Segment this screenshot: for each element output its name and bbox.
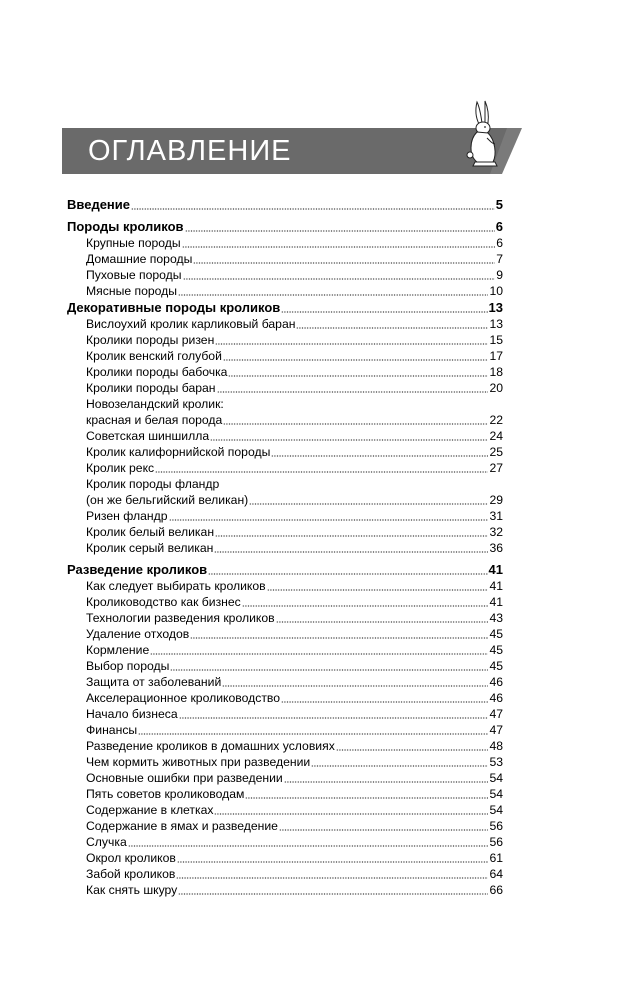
toc-entry-label: Советская шиншилла bbox=[86, 429, 210, 443]
toc-entry[interactable] bbox=[67, 540, 503, 556]
toc-entry-label: Основные ошибки при разведении bbox=[86, 771, 283, 785]
toc-entry-label: Удаление отходов bbox=[86, 627, 190, 641]
toc-entry-label: Кролик калифорнийской породы bbox=[86, 445, 271, 459]
toc-entry[interactable] bbox=[67, 882, 503, 898]
toc-section-entry[interactable] bbox=[67, 196, 503, 213]
dot-leader bbox=[223, 423, 488, 425]
dot-leader bbox=[214, 551, 488, 553]
toc-page-number: 54 bbox=[489, 803, 503, 817]
toc-page-number: 41 bbox=[488, 562, 503, 577]
toc-entry[interactable] bbox=[67, 578, 503, 594]
toc-entry[interactable] bbox=[67, 428, 503, 444]
toc-entry-label: Ризен фландр bbox=[86, 509, 168, 523]
dot-leader bbox=[214, 813, 488, 815]
toc-entry[interactable] bbox=[67, 332, 503, 348]
toc-entry[interactable] bbox=[67, 658, 503, 674]
page-title: ОГЛАВЛЕНИЕ bbox=[88, 135, 292, 167]
dot-leader bbox=[138, 733, 488, 735]
dot-leader bbox=[183, 278, 496, 280]
toc-entry[interactable] bbox=[67, 594, 503, 610]
toc-page-number: 27 bbox=[489, 461, 503, 475]
dot-leader bbox=[276, 621, 489, 623]
toc-entry[interactable] bbox=[67, 738, 503, 754]
toc-entry-label: Финансы bbox=[86, 723, 138, 737]
toc-page-number: 47 bbox=[489, 707, 503, 721]
toc-entry[interactable] bbox=[67, 754, 503, 770]
toc-entry-label: (он же бельгийский великан) bbox=[86, 493, 249, 507]
toc-entry[interactable] bbox=[67, 412, 503, 428]
toc-page-number: 25 bbox=[489, 445, 503, 459]
dot-leader bbox=[284, 781, 489, 783]
toc-entry-label: Технологии разведения кроликов bbox=[86, 611, 275, 625]
toc-entry-label: Разведение кроликов в домашних условиях bbox=[86, 739, 335, 753]
toc-entry[interactable] bbox=[67, 626, 503, 642]
dot-leader bbox=[215, 535, 488, 537]
dot-leader bbox=[336, 749, 489, 751]
dot-leader bbox=[193, 262, 495, 264]
toc-page-number: 32 bbox=[489, 525, 503, 539]
dot-leader bbox=[178, 294, 488, 296]
toc-entry-label: красная и белая порода bbox=[86, 413, 223, 427]
toc-entry-label: Кролик венский голубой bbox=[86, 349, 222, 363]
dot-leader bbox=[185, 230, 495, 232]
toc-entry[interactable] bbox=[67, 348, 503, 364]
toc-entry-label: Разведение кроликов bbox=[67, 562, 208, 577]
toc-page-number: 9 bbox=[496, 268, 503, 282]
dot-leader bbox=[271, 455, 488, 457]
toc-entry[interactable] bbox=[67, 722, 503, 738]
dot-leader bbox=[296, 327, 488, 329]
toc-entry-label: Кролиководство как бизнес bbox=[86, 595, 241, 609]
toc-page-number: 45 bbox=[489, 659, 503, 673]
toc-entry[interactable] bbox=[67, 476, 503, 492]
toc-entry-label: Случка bbox=[86, 835, 127, 849]
toc-entry-label: Кролики породы ризен bbox=[86, 333, 215, 347]
toc-entry[interactable] bbox=[67, 610, 503, 626]
toc-entry-label: Кролики породы баран bbox=[86, 381, 216, 395]
dot-leader bbox=[267, 589, 489, 591]
dot-leader bbox=[228, 375, 488, 377]
toc-page-number: 13 bbox=[488, 300, 503, 315]
toc-entry-label: Новозеландский кролик: bbox=[86, 397, 224, 411]
toc-page-number: 24 bbox=[489, 429, 503, 443]
toc-page-number: 41 bbox=[489, 595, 503, 609]
dot-leader bbox=[281, 311, 487, 313]
dot-leader bbox=[281, 701, 488, 703]
toc-entry-label: Окрол кроликов bbox=[86, 851, 176, 865]
dot-leader bbox=[215, 343, 488, 345]
dot-leader bbox=[150, 653, 488, 655]
toc-entry[interactable] bbox=[67, 396, 503, 412]
toc-entry-label: Кролик рекс bbox=[86, 461, 155, 475]
toc-page-number: 48 bbox=[489, 739, 503, 753]
toc-section-entry[interactable] bbox=[67, 218, 503, 235]
dot-leader bbox=[155, 471, 488, 473]
toc-entry[interactable] bbox=[67, 866, 503, 882]
toc-entry-label: Крупные породы bbox=[86, 236, 181, 250]
toc-entry[interactable] bbox=[67, 834, 503, 850]
toc-section-entry[interactable] bbox=[67, 561, 503, 578]
toc-page-number: 31 bbox=[489, 509, 503, 523]
toc-entry[interactable] bbox=[67, 508, 503, 524]
toc-page-number: 6 bbox=[496, 236, 503, 250]
dot-leader bbox=[179, 717, 489, 719]
toc-entry-label: Как следует выбирать кроликов bbox=[86, 579, 266, 593]
dot-leader bbox=[128, 845, 489, 847]
toc-page-number: 47 bbox=[489, 723, 503, 737]
toc-entry[interactable] bbox=[67, 850, 503, 866]
toc-entry[interactable] bbox=[67, 444, 503, 460]
toc-entry[interactable] bbox=[67, 235, 503, 251]
toc-entry[interactable] bbox=[67, 524, 503, 540]
toc-page-number: 13 bbox=[489, 317, 503, 331]
dot-leader bbox=[169, 519, 489, 521]
toc-page-number: 41 bbox=[489, 579, 503, 593]
dot-leader bbox=[177, 861, 489, 863]
toc-entry-label: Содержание в ямах и разведение bbox=[86, 819, 278, 833]
toc-page-number: 56 bbox=[489, 835, 503, 849]
toc-entry[interactable] bbox=[67, 706, 503, 722]
toc-page-number: 56 bbox=[489, 819, 503, 833]
toc-page-number: 18 bbox=[489, 365, 503, 379]
dot-leader bbox=[279, 829, 488, 831]
toc-entry-label: Как снять шкуру bbox=[86, 883, 178, 897]
toc-page-number: 66 bbox=[489, 883, 503, 897]
toc-page-number: 5 bbox=[495, 197, 503, 212]
toc-entry-label: Акселерационное кролиководство bbox=[86, 691, 281, 705]
toc-entry[interactable] bbox=[67, 642, 503, 658]
toc-page-number: 7 bbox=[496, 252, 503, 266]
dot-leader bbox=[222, 685, 488, 687]
toc-entry[interactable] bbox=[67, 770, 503, 786]
toc-section-entry[interactable] bbox=[67, 299, 503, 316]
toc-entry[interactable] bbox=[67, 380, 503, 396]
toc-page-number: 54 bbox=[489, 771, 503, 785]
dot-leader bbox=[190, 637, 488, 639]
toc-entry-label: Кролик белый великан bbox=[86, 525, 215, 539]
dot-leader bbox=[178, 893, 488, 895]
toc-entry-label: Введение bbox=[67, 197, 130, 212]
rabbit-icon bbox=[455, 100, 507, 168]
toc-page-number: 15 bbox=[489, 333, 503, 347]
toc-page-number: 61 bbox=[489, 851, 503, 865]
toc-entry-label: Кормление bbox=[86, 643, 150, 657]
toc-entry[interactable] bbox=[67, 802, 503, 818]
toc-entry[interactable] bbox=[67, 267, 503, 283]
dot-leader bbox=[249, 503, 488, 505]
toc-page-number: 46 bbox=[489, 691, 503, 705]
toc-page-number: 6 bbox=[495, 219, 503, 234]
toc-page-number: 45 bbox=[489, 627, 503, 641]
toc-page-number: 53 bbox=[489, 755, 503, 769]
toc-entry[interactable] bbox=[67, 690, 503, 706]
dot-leader bbox=[311, 765, 488, 767]
toc-entry[interactable] bbox=[67, 818, 503, 834]
toc-entry-label: Пуховые породы bbox=[86, 268, 182, 282]
dot-leader bbox=[182, 246, 496, 248]
toc-page-number: 17 bbox=[489, 349, 503, 363]
toc-entry-label: Породы кроликов bbox=[67, 219, 184, 234]
toc-entry-label: Кролик породы фландр bbox=[86, 477, 220, 491]
dot-leader bbox=[131, 208, 495, 210]
toc-entry-label: Вислоухий кролик карликовый баран bbox=[86, 317, 296, 331]
toc-entry-label: Защита от заболеваний bbox=[86, 675, 222, 689]
toc-page-number: 36 bbox=[489, 541, 503, 555]
toc-entry-label: Начало бизнеса bbox=[86, 707, 178, 721]
toc-entry[interactable] bbox=[67, 674, 503, 690]
toc-entry[interactable] bbox=[67, 364, 503, 380]
dot-leader bbox=[217, 391, 489, 393]
dot-leader bbox=[176, 877, 488, 879]
toc-entry[interactable] bbox=[67, 316, 503, 332]
toc-entry[interactable] bbox=[67, 251, 503, 267]
dot-leader bbox=[170, 669, 488, 671]
toc-page-number: 45 bbox=[489, 643, 503, 657]
toc-entry[interactable] bbox=[67, 786, 503, 802]
toc-page-number: 10 bbox=[489, 284, 503, 298]
toc-entry[interactable] bbox=[67, 283, 503, 299]
toc-entry-label: Декоративные породы кроликов bbox=[67, 300, 281, 315]
toc-entry[interactable] bbox=[67, 460, 503, 476]
dot-leader bbox=[242, 605, 489, 607]
toc-page-number: 54 bbox=[489, 787, 503, 801]
toc-entry-label: Содержание в клетках bbox=[86, 803, 214, 817]
toc-entry-label: Кролики породы бабочка bbox=[86, 365, 228, 379]
toc-page-number: 22 bbox=[489, 413, 503, 427]
toc-entry-label: Домашние породы bbox=[86, 252, 193, 266]
dot-leader bbox=[245, 797, 488, 799]
toc-page-number: 43 bbox=[489, 611, 503, 625]
toc-entry-label: Мясные породы bbox=[86, 284, 178, 298]
toc-entry-label: Забой кроликов bbox=[86, 867, 176, 881]
chapter-header bbox=[62, 128, 522, 174]
toc-entry-label: Выбор породы bbox=[86, 659, 170, 673]
toc-entry-label: Кролик серый великан bbox=[86, 541, 214, 555]
toc-entry-label: Пять советов кролиководам bbox=[86, 787, 245, 801]
toc-page-number: 64 bbox=[489, 867, 503, 881]
toc-page-number: 20 bbox=[489, 381, 503, 395]
toc-page-number: 46 bbox=[489, 675, 503, 689]
dot-leader bbox=[223, 359, 489, 361]
dot-leader bbox=[210, 439, 488, 441]
table-of-contents bbox=[67, 196, 503, 898]
toc-entry-label: Чем кормить животных при разведении bbox=[86, 755, 311, 769]
toc-page-number: 29 bbox=[489, 493, 503, 507]
toc-entry[interactable] bbox=[67, 492, 503, 508]
dot-leader bbox=[208, 573, 487, 575]
